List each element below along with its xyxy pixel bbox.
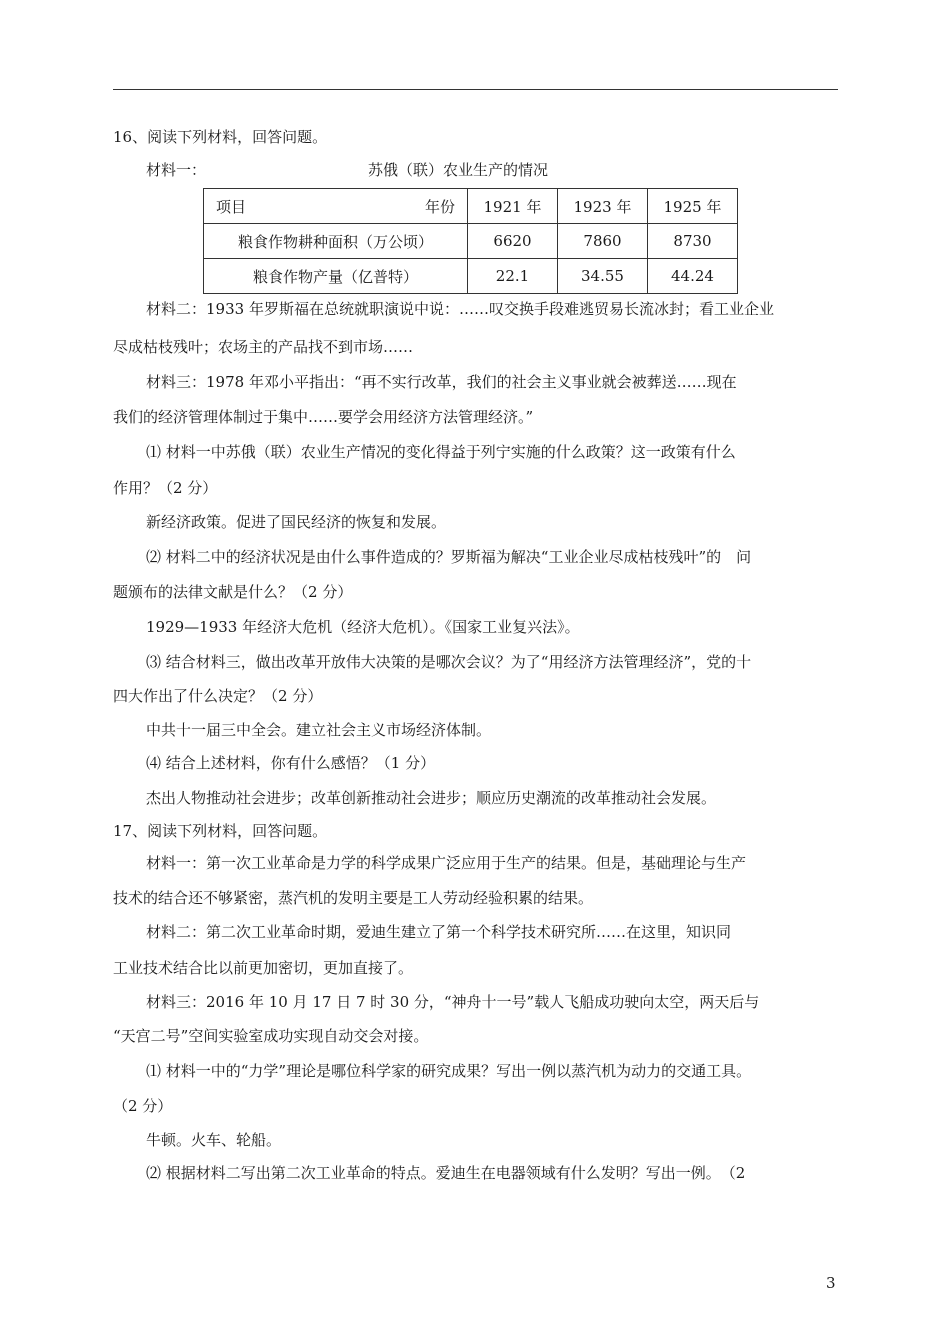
table-cell: 22.1 bbox=[468, 259, 558, 294]
table-cell: 34.55 bbox=[558, 259, 648, 294]
table-header-row bbox=[204, 189, 738, 224]
q16-answer4: 杰出人物推动社会进步；改革创新推动社会进步；顺应历史潮流的改革推动社会发展。 bbox=[146, 789, 717, 807]
header-year: 年份 bbox=[424, 198, 455, 216]
year-cell: 1921 年 bbox=[468, 189, 558, 224]
q17-question2-line1: ⑵ 根据材料二写出第二次工业革命的特点。爱迪生在电器领域有什么发明？写出一例。 （2 bbox=[146, 1164, 746, 1182]
q16-heading: 16、阅读下列材料，回答问题。 bbox=[113, 128, 328, 146]
table-row bbox=[204, 259, 738, 294]
year-cell: 1925 年 bbox=[648, 189, 738, 224]
q16-answer2: 1929—1933 年经济大危机（经济大危机）。《国家工业复兴法》。 bbox=[146, 618, 580, 636]
q16-material3-line2: 我们的经济管理体制过于集中……要学会用经济方法管理经济。” bbox=[113, 408, 534, 426]
q16-question2-line2: 题颁布的法律文献是什么？（2 分） bbox=[113, 583, 353, 601]
year-cell: 1923 年 bbox=[558, 189, 648, 224]
q16-question2-line1: ⑵ 材料二中的经济状况是由什么事件造成的？罗斯福为解决“工业企业尽成枯枝残叶”的 问 bbox=[146, 548, 752, 566]
row-label: 粮食作物耕种面积（万公顷） bbox=[204, 224, 468, 259]
q16-answer1: 新经济政策。促进了国民经济的恢复和发展。 bbox=[146, 513, 447, 531]
q16-question3-line2: 四大作出了什么决定？（2 分） bbox=[113, 687, 323, 705]
table-header-cell bbox=[204, 189, 468, 224]
q16-question3-line1: ⑶ 结合材料三，做出改革开放伟大决策的是哪次会议？为了“用经济方法管理经济”，党的十 bbox=[146, 653, 752, 671]
q16-question1-line2: 作用？（2 分） bbox=[113, 479, 218, 497]
q17-material1-line1: 材料一：第一次工业革命是力学的科学成果广泛应用于生产的结果。但是，基础理论与生产 bbox=[146, 854, 747, 872]
q17-material3-line2: “天宫二号”空间实验室成功实现自动交会对接。 bbox=[113, 1027, 429, 1045]
page-number: 3 bbox=[826, 1274, 836, 1292]
q16-answer3: 中共十一届三中全会。建立社会主义市场经济体制。 bbox=[146, 721, 492, 739]
q16-material2-line2: 尽成枯枝残叶；农场主的产品找不到市场…… bbox=[113, 338, 414, 356]
q17-question1-line2: （2 分） bbox=[113, 1097, 173, 1115]
q17-answer1: 牛顿。火车、轮船。 bbox=[146, 1131, 282, 1149]
table-cell: 6620 bbox=[468, 224, 558, 259]
q16-material1-label: 材料一： bbox=[146, 161, 207, 179]
table-cell: 7860 bbox=[558, 224, 648, 259]
table-title: 苏俄（联）农业生产的情况 bbox=[368, 161, 549, 179]
q16-question4: ⑷ 结合上述材料，你有什么感悟？（1 分） bbox=[146, 754, 436, 772]
q16-material3-line1: 材料三：1978 年邓小平指出：“再不实行改革，我们的社会主义事业就会被葬送……现在 bbox=[146, 373, 737, 391]
q17-question1-line1: ⑴ 材料一中的“力学”理论是哪位科学家的研究成果？写出一例以蒸汽机为动力的交通工具。 bbox=[146, 1062, 752, 1080]
row-label: 粮食作物产量（亿普特） bbox=[204, 259, 468, 294]
table-row bbox=[204, 224, 738, 259]
q16-material2-line1: 材料二：1933 年罗斯福在总统就职演说中说：……叹交换手段难逃贸易长流冰封；看工业企业 bbox=[146, 300, 774, 318]
q17-material2-line2: 工业技术结合比以前更加密切，更加直接了。 bbox=[113, 959, 414, 977]
q16-question1-line1: ⑴ 材料一中苏俄（联）农业生产情况的变化得益于列宁实施的什么政策？这一政策有什么 bbox=[146, 443, 736, 461]
table-cell: 8730 bbox=[648, 224, 738, 259]
q17-material2-line1: 材料二：第二次工业革命时期，爱迪生建立了第一个科学技术研究所……在这里，知识同 bbox=[146, 923, 732, 941]
q17-material3-line1: 材料三：2016 年 10 月 17 日 7 时 30 分，“神舟十一号”载人飞船成功驶向太空，两天后与 bbox=[146, 993, 760, 1011]
q17-heading: 17、阅读下列材料，回答问题。 bbox=[113, 822, 328, 840]
table-cell: 44.24 bbox=[648, 259, 738, 294]
agriculture-table bbox=[203, 188, 738, 294]
header-item: 项目 bbox=[216, 198, 247, 216]
q17-material1-line2: 技术的结合还不够紧密，蒸汽机的发明主要是工人劳动经验积累的结果。 bbox=[113, 889, 594, 907]
header-rule bbox=[113, 89, 838, 90]
